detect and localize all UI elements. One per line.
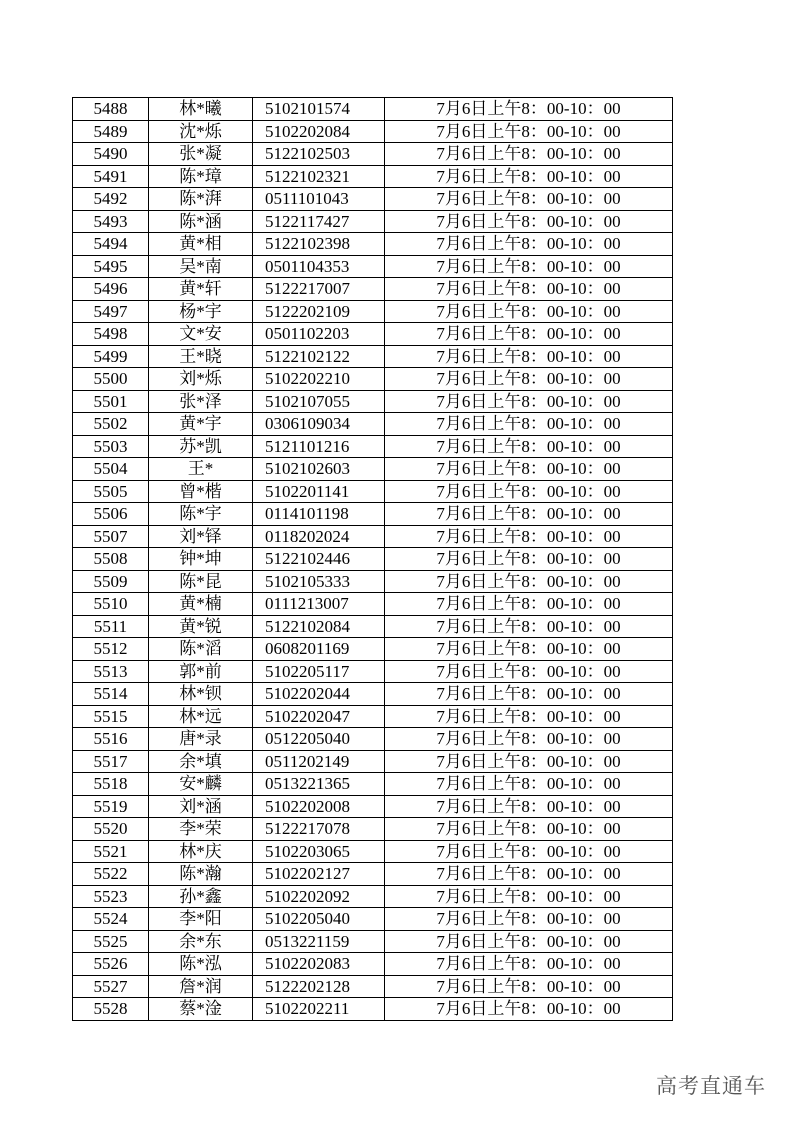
exam-time-cell: 7月6日上午8：00-10：00	[385, 953, 673, 976]
seq-number-cell: 5506	[73, 503, 149, 526]
exam-time-cell: 7月6日上午8：00-10：00	[385, 548, 673, 571]
watermark-label: 高考直通车	[656, 1074, 766, 1098]
exam-time-cell: 7月6日上午8：00-10：00	[385, 795, 673, 818]
name-cell: 黄*宇	[149, 413, 253, 436]
seq-number-cell: 5511	[73, 615, 149, 638]
id-cell: 0608201169	[253, 638, 385, 661]
id-cell: 5102202044	[253, 683, 385, 706]
seq-number-cell: 5488	[73, 98, 149, 121]
exam-time-cell: 7月6日上午8：00-10：00	[385, 638, 673, 661]
exam-time-cell: 7月6日上午8：00-10：00	[385, 525, 673, 548]
exam-time-cell: 7月6日上午8：00-10：00	[385, 773, 673, 796]
seq-number-cell: 5498	[73, 323, 149, 346]
table-row	[73, 593, 673, 616]
table-row	[73, 458, 673, 481]
table-row	[73, 953, 673, 976]
seq-number-cell: 5520	[73, 818, 149, 841]
exam-time-cell: 7月6日上午8：00-10：00	[385, 840, 673, 863]
name-cell: 陈*瀚	[149, 863, 253, 886]
table-row	[73, 435, 673, 458]
seq-number-cell: 5512	[73, 638, 149, 661]
seq-number-cell: 5503	[73, 435, 149, 458]
exam-time-cell: 7月6日上午8：00-10：00	[385, 390, 673, 413]
id-cell: 5122102446	[253, 548, 385, 571]
seq-number-cell: 5492	[73, 188, 149, 211]
exam-time-cell: 7月6日上午8：00-10：00	[385, 458, 673, 481]
id-cell: 5102201141	[253, 480, 385, 503]
table-row	[73, 98, 673, 121]
id-cell: 5102202047	[253, 705, 385, 728]
name-cell: 安*麟	[149, 773, 253, 796]
id-cell: 5102202210	[253, 368, 385, 391]
id-cell: 5121101216	[253, 435, 385, 458]
seq-number-cell: 5514	[73, 683, 149, 706]
id-cell: 0111213007	[253, 593, 385, 616]
table-row	[73, 930, 673, 953]
name-cell: 陈*璋	[149, 165, 253, 188]
id-cell: 0501102203	[253, 323, 385, 346]
name-cell: 黄*楠	[149, 593, 253, 616]
id-cell: 0114101198	[253, 503, 385, 526]
name-cell: 陈*涵	[149, 210, 253, 233]
table-row	[73, 323, 673, 346]
seq-number-cell: 5510	[73, 593, 149, 616]
table-row	[73, 570, 673, 593]
table-row	[73, 638, 673, 661]
table-row	[73, 143, 673, 166]
table-row	[73, 368, 673, 391]
name-cell: 陈*湃	[149, 188, 253, 211]
name-cell: 李*阳	[149, 908, 253, 931]
table-row	[73, 255, 673, 278]
id-cell: 0511101043	[253, 188, 385, 211]
exam-time-cell: 7月6日上午8：00-10：00	[385, 503, 673, 526]
id-cell: 0511202149	[253, 750, 385, 773]
id-cell: 5102203065	[253, 840, 385, 863]
exam-time-cell: 7月6日上午8：00-10：00	[385, 728, 673, 751]
name-cell: 张*泽	[149, 390, 253, 413]
exam-time-cell: 7月6日上午8：00-10：00	[385, 278, 673, 301]
name-cell: 陈*泓	[149, 953, 253, 976]
exam-time-cell: 7月6日上午8：00-10：00	[385, 98, 673, 121]
table-row	[73, 660, 673, 683]
seq-number-cell: 5517	[73, 750, 149, 773]
exam-time-cell: 7月6日上午8：00-10：00	[385, 413, 673, 436]
name-cell: 曾*楷	[149, 480, 253, 503]
id-cell: 5102107055	[253, 390, 385, 413]
name-cell: 刘*铎	[149, 525, 253, 548]
table-row	[73, 885, 673, 908]
exam-time-cell: 7月6日上午8：00-10：00	[385, 818, 673, 841]
exam-time-cell: 7月6日上午8：00-10：00	[385, 683, 673, 706]
table-row	[73, 615, 673, 638]
seq-number-cell: 5526	[73, 953, 149, 976]
table-row	[73, 773, 673, 796]
seq-number-cell: 5508	[73, 548, 149, 571]
table-row	[73, 863, 673, 886]
table-row	[73, 233, 673, 256]
exam-time-cell: 7月6日上午8：00-10：00	[385, 863, 673, 886]
seq-number-cell: 5505	[73, 480, 149, 503]
seq-number-cell: 5490	[73, 143, 149, 166]
name-cell: 杨*宇	[149, 300, 253, 323]
id-cell: 5102202083	[253, 953, 385, 976]
table-row	[73, 210, 673, 233]
table-row	[73, 165, 673, 188]
seq-number-cell: 5495	[73, 255, 149, 278]
name-cell: 黄*锐	[149, 615, 253, 638]
exam-time-cell: 7月6日上午8：00-10：00	[385, 660, 673, 683]
seq-number-cell: 5528	[73, 998, 149, 1021]
name-cell: 张*凝	[149, 143, 253, 166]
seq-number-cell: 5491	[73, 165, 149, 188]
table-row	[73, 728, 673, 751]
id-cell: 5122202128	[253, 975, 385, 998]
exam-time-cell: 7月6日上午8：00-10：00	[385, 255, 673, 278]
id-cell: 5102205040	[253, 908, 385, 931]
seq-number-cell: 5504	[73, 458, 149, 481]
table-row	[73, 503, 673, 526]
seq-number-cell: 5524	[73, 908, 149, 931]
seq-number-cell: 5494	[73, 233, 149, 256]
table-row	[73, 840, 673, 863]
table-row	[73, 818, 673, 841]
exam-time-cell: 7月6日上午8：00-10：00	[385, 233, 673, 256]
name-cell: 陈*宇	[149, 503, 253, 526]
name-cell: 黄*相	[149, 233, 253, 256]
id-cell: 5102202127	[253, 863, 385, 886]
seq-number-cell: 5509	[73, 570, 149, 593]
name-cell: 林*钡	[149, 683, 253, 706]
exam-time-cell: 7月6日上午8：00-10：00	[385, 998, 673, 1021]
exam-time-cell: 7月6日上午8：00-10：00	[385, 593, 673, 616]
name-cell: 余*填	[149, 750, 253, 773]
exam-time-cell: 7月6日上午8：00-10：00	[385, 300, 673, 323]
seq-number-cell: 5525	[73, 930, 149, 953]
id-cell: 0512205040	[253, 728, 385, 751]
name-cell: 林*庆	[149, 840, 253, 863]
table-row	[73, 795, 673, 818]
id-cell: 0513221159	[253, 930, 385, 953]
id-cell: 5102101574	[253, 98, 385, 121]
id-cell: 0306109034	[253, 413, 385, 436]
name-cell: 沈*烁	[149, 120, 253, 143]
exam-time-cell: 7月6日上午8：00-10：00	[385, 930, 673, 953]
name-cell: 余*东	[149, 930, 253, 953]
name-cell: 吴*南	[149, 255, 253, 278]
exam-time-cell: 7月6日上午8：00-10：00	[385, 705, 673, 728]
id-cell: 0513221365	[253, 773, 385, 796]
exam-time-cell: 7月6日上午8：00-10：00	[385, 570, 673, 593]
seq-number-cell: 5493	[73, 210, 149, 233]
table-row	[73, 998, 673, 1021]
seq-number-cell: 5519	[73, 795, 149, 818]
table-row	[73, 300, 673, 323]
exam-time-cell: 7月6日上午8：00-10：00	[385, 435, 673, 458]
id-cell: 5122202109	[253, 300, 385, 323]
seq-number-cell: 5489	[73, 120, 149, 143]
exam-time-cell: 7月6日上午8：00-10：00	[385, 908, 673, 931]
table-row	[73, 750, 673, 773]
exam-time-cell: 7月6日上午8：00-10：00	[385, 120, 673, 143]
name-cell: 林*曦	[149, 98, 253, 121]
exam-time-cell: 7月6日上午8：00-10：00	[385, 323, 673, 346]
name-cell: 林*远	[149, 705, 253, 728]
seq-number-cell: 5521	[73, 840, 149, 863]
id-cell: 5122102503	[253, 143, 385, 166]
name-cell: 孙*鑫	[149, 885, 253, 908]
exam-roster-table	[72, 97, 673, 1021]
seq-number-cell: 5501	[73, 390, 149, 413]
table-row	[73, 548, 673, 571]
name-cell: 陈*昆	[149, 570, 253, 593]
name-cell: 刘*烁	[149, 368, 253, 391]
name-cell: 蔡*淦	[149, 998, 253, 1021]
table-row	[73, 480, 673, 503]
table-row	[73, 390, 673, 413]
table-row	[73, 705, 673, 728]
name-cell: 王*	[149, 458, 253, 481]
name-cell: 王*晓	[149, 345, 253, 368]
exam-time-cell: 7月6日上午8：00-10：00	[385, 188, 673, 211]
id-cell: 0118202024	[253, 525, 385, 548]
seq-number-cell: 5523	[73, 885, 149, 908]
table-row	[73, 188, 673, 211]
id-cell: 5122102122	[253, 345, 385, 368]
name-cell: 郭*前	[149, 660, 253, 683]
name-cell: 陈*滔	[149, 638, 253, 661]
id-cell: 5102202084	[253, 120, 385, 143]
name-cell: 詹*润	[149, 975, 253, 998]
table-row	[73, 525, 673, 548]
seq-number-cell: 5513	[73, 660, 149, 683]
seq-number-cell: 5496	[73, 278, 149, 301]
seq-number-cell: 5522	[73, 863, 149, 886]
table-row	[73, 975, 673, 998]
id-cell: 5122217007	[253, 278, 385, 301]
name-cell: 钟*坤	[149, 548, 253, 571]
id-cell: 5122117427	[253, 210, 385, 233]
id-cell: 5102105333	[253, 570, 385, 593]
name-cell: 文*安	[149, 323, 253, 346]
name-cell: 刘*涵	[149, 795, 253, 818]
id-cell: 5102202211	[253, 998, 385, 1021]
seq-number-cell: 5515	[73, 705, 149, 728]
name-cell: 黄*轩	[149, 278, 253, 301]
id-cell: 5122102398	[253, 233, 385, 256]
exam-time-cell: 7月6日上午8：00-10：00	[385, 165, 673, 188]
exam-time-cell: 7月6日上午8：00-10：00	[385, 615, 673, 638]
id-cell: 5102102603	[253, 458, 385, 481]
id-cell: 5122217078	[253, 818, 385, 841]
id-cell: 5102205117	[253, 660, 385, 683]
table-row	[73, 120, 673, 143]
seq-number-cell: 5500	[73, 368, 149, 391]
table-row	[73, 413, 673, 436]
seq-number-cell: 5499	[73, 345, 149, 368]
seq-number-cell: 5527	[73, 975, 149, 998]
exam-time-cell: 7月6日上午8：00-10：00	[385, 750, 673, 773]
id-cell: 5122102084	[253, 615, 385, 638]
table-row	[73, 683, 673, 706]
name-cell: 唐*录	[149, 728, 253, 751]
id-cell: 5122102321	[253, 165, 385, 188]
seq-number-cell: 5507	[73, 525, 149, 548]
name-cell: 李*荣	[149, 818, 253, 841]
table-row	[73, 278, 673, 301]
exam-time-cell: 7月6日上午8：00-10：00	[385, 885, 673, 908]
seq-number-cell: 5497	[73, 300, 149, 323]
table-row	[73, 345, 673, 368]
exam-time-cell: 7月6日上午8：00-10：00	[385, 143, 673, 166]
exam-time-cell: 7月6日上午8：00-10：00	[385, 368, 673, 391]
seq-number-cell: 5502	[73, 413, 149, 436]
seq-number-cell: 5518	[73, 773, 149, 796]
id-cell: 0501104353	[253, 255, 385, 278]
id-cell: 5102202008	[253, 795, 385, 818]
table-row	[73, 908, 673, 931]
exam-time-cell: 7月6日上午8：00-10：00	[385, 975, 673, 998]
exam-time-cell: 7月6日上午8：00-10：00	[385, 480, 673, 503]
seq-number-cell: 5516	[73, 728, 149, 751]
name-cell: 苏*凯	[149, 435, 253, 458]
exam-time-cell: 7月6日上午8：00-10：00	[385, 210, 673, 233]
exam-roster-body	[73, 98, 673, 1021]
id-cell: 5102202092	[253, 885, 385, 908]
exam-time-cell: 7月6日上午8：00-10：00	[385, 345, 673, 368]
